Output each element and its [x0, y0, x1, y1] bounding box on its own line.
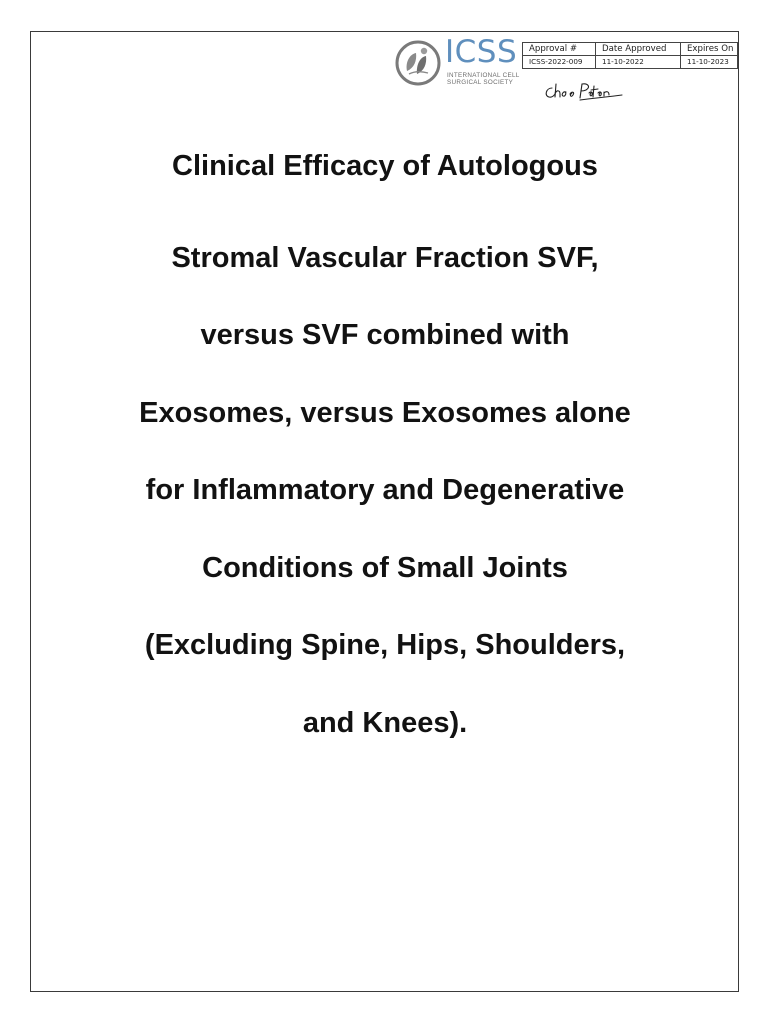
icss-logo — [395, 34, 520, 90]
approval-value-row — [523, 56, 738, 69]
logo-acronym: ICSS — [445, 34, 518, 70]
date-approved-value: 11-10-2022 — [596, 56, 681, 69]
cell-leaf-emblem-icon — [395, 40, 441, 86]
approval-table — [522, 42, 738, 69]
title-line: Stromal Vascular Fraction SVF, — [171, 242, 599, 274]
signature-image — [542, 80, 624, 104]
title-line: Clinical Efficacy of Autologous — [172, 150, 598, 182]
expires-on-header: Expires On — [681, 43, 738, 56]
title-line: Conditions of Small Joints — [202, 552, 568, 584]
title-line: Exosomes, versus Exosomes alone — [139, 397, 631, 429]
title-line: and Knees). — [302, 707, 468, 739]
title-line: versus SVF combined with — [200, 319, 570, 351]
logo-subtitle-line: SURGICAL SOCIETY — [447, 79, 514, 86]
date-approved-header: Date Approved — [596, 43, 681, 56]
title-line: (Excluding Spine, Hips, Shoulders, — [144, 629, 626, 661]
approval-number-header: Approval # — [523, 43, 596, 56]
title-line: for Inflammatory and Degenerative — [145, 474, 625, 506]
approval-header-row — [523, 43, 738, 56]
approval-number-value: ICSS-2022-009 — [523, 56, 596, 69]
logo-subtitle — [447, 72, 520, 86]
expires-on-value: 11-10-2023 — [681, 56, 738, 69]
logo-subtitle-line: INTERNATIONAL CELL — [447, 72, 520, 79]
